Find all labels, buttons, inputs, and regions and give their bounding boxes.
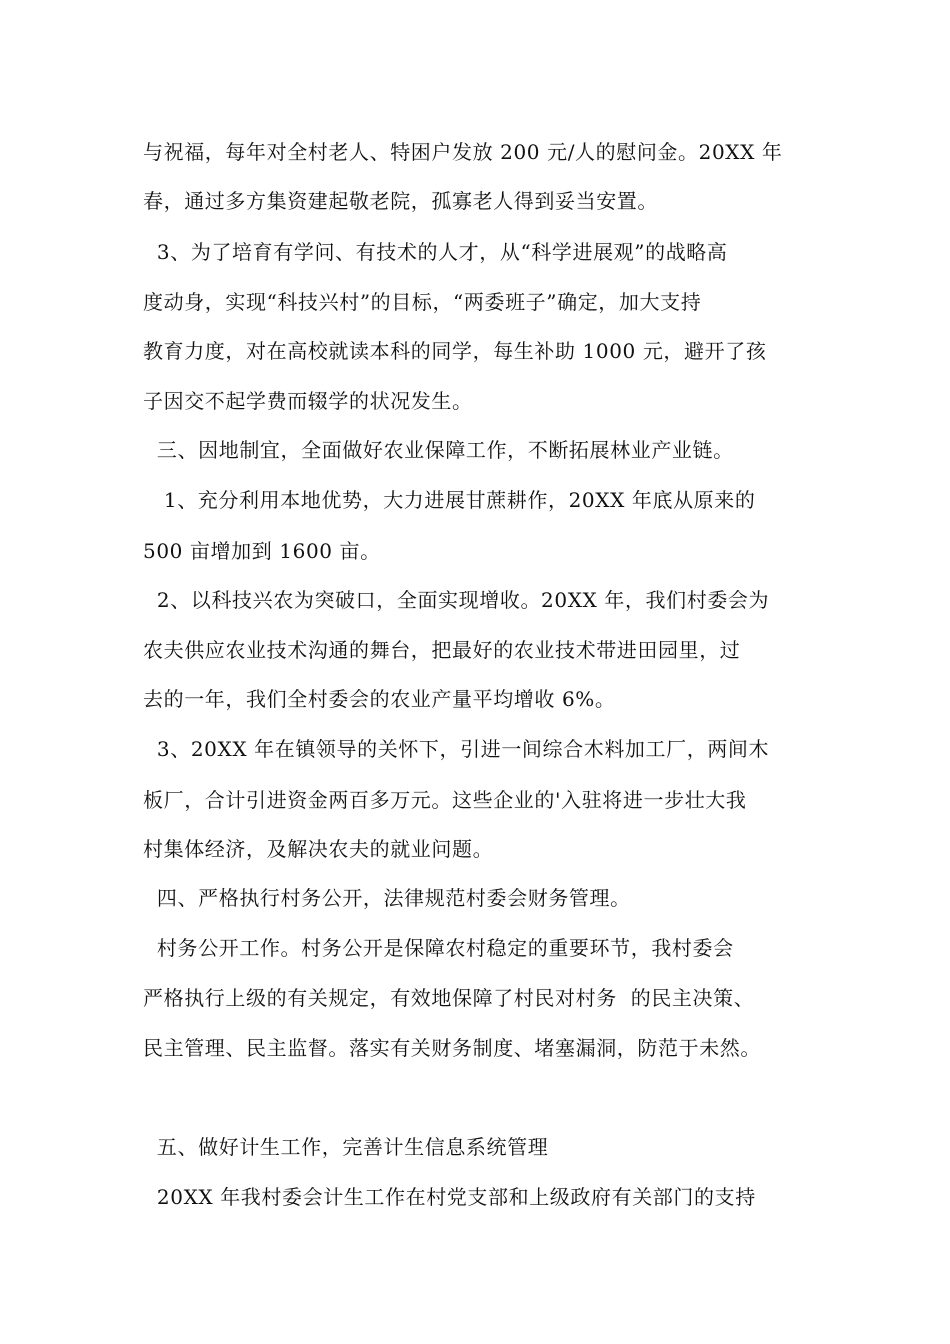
text-line: 板厂，合计引进资金两百多万元。这些企业的'入驻将进一步壮大我 [143,788,747,812]
section-heading: 五、做好计生工作，完善计生信息系统管理 [143,1135,549,1159]
text-line: 20XX 年我村委会计生工作在村党支部和上级政府有关部门的支持 [143,1185,756,1209]
text-line: 春，通过多方集资建起敬老院，孤寡老人得到妥当安置。 [143,189,658,213]
text-line: 3、为了培育有学问、有技术的人才，从“科学进展观”的战略高 [143,240,728,264]
text-line: 3、20XX 年在镇领导的关怀下，引进一间综合木料加工厂，两间木 [143,737,770,761]
text-line: 去的一年，我们全村委会的农业产量平均增收 6%。 [143,687,616,711]
text-line: 村集体经济，及解决农夫的就业问题。 [143,837,494,861]
text-line: 2、以科技兴农为突破口，全面实现增收。20XX 年，我们村委会为 [143,588,770,612]
section-heading: 四、严格执行村务公开，法律规范村委会财务管理。 [143,886,631,910]
text-line: 村务公开工作。村务公开是保障农村稳定的重要环节，我村委会 [143,936,734,960]
text-line: 教育力度，对在高校就读本科的同学，每生补助 1000 元，避开了孩 [143,339,767,363]
text-line: 与祝福，每年对全村老人、特困户发放 200 元/人的慰问金。20XX 年 [143,140,783,164]
text-line: 民主管理、民主监督。落实有关财务制度、堵塞漏洞，防范于未然。 [143,1036,761,1060]
text-line: 农夫供应农业技术沟通的舞台，把最好的农业技术带进田园里，过 [143,638,741,662]
section-heading: 三、因地制宜，全面做好农业保障工作，不断拓展林业产业链。 [143,438,734,462]
text-line: 子因交不起学费而辍学的状况发生。 [143,389,473,413]
text-line: 度动身，实现“科技兴村”的目标，“两委班子”确定，加大支持 [143,290,702,314]
text-line: 1、充分利用本地优势，大力进展甘蔗耕作，20XX 年底从原来的 [143,488,756,512]
text-line: 严格执行上级的有关规定，有效地保障了村民对村务 的民主决策、 [143,986,755,1010]
text-line: 500 亩增加到 1600 亩。 [143,539,381,563]
